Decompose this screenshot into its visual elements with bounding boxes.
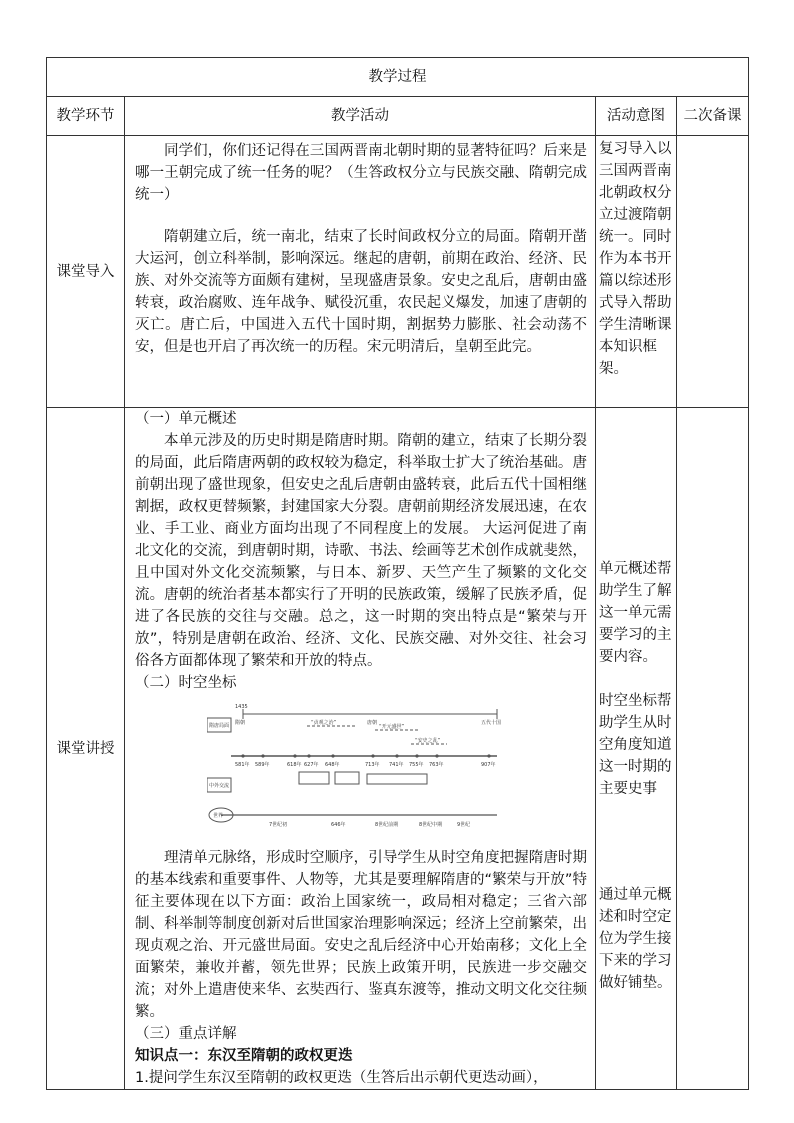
- table-row: [47, 136, 749, 408]
- overview-text: 本单元涉及的历史时期是隋唐时期。隋朝的建立，结束了长期分裂的局面，此后隋唐两朝的政权较为稳定，科举取士扩大了统治基础。唐前朝出现了盛世现象，但安史之乱后唐朝由盛转衰，此后五代十国相继割据，政权更替频繁，封建国家大分裂。唐朝前期经济发展迅速，在农业、手工业、商业方面均出现了不同程度上的发展。 大运河促进了南北文化的交流，到唐朝时期，诗歌、书法、绘画等艺术创作成就斐然，且中国对外文化交流频繁，与日本、新罗、天竺产生了频繁的文化交流。唐朝的统治者基本都实行了开明的民族政策，缓解了民族矛盾，促进了各民族的交往与交融。总之，这一时期的突出特点是“繁荣与开放”，特别是唐朝在政治、经济、文化、民族交融、对外交往、社会习俗各方面都体现了繁荣和开放的特点。: [135, 433, 587, 669]
- timeline-year: 741年: [389, 762, 404, 768]
- table-title: 教学过程: [47, 58, 749, 97]
- timeline-label-sui: 隋朝: [235, 720, 246, 726]
- timeline-heading: （二）时空坐标: [135, 675, 237, 691]
- intent-foundation: 通过单元概述和时空定位为学生接下来的学习做好铺垫。: [599, 887, 672, 991]
- knowledge-point-1: 知识点一：东汉至隋朝的政权更迭: [135, 1048, 353, 1064]
- timeline-year: 589年: [255, 762, 270, 768]
- timeline-box-exchange: 中外交流: [209, 783, 230, 789]
- detail-heading: （三）重点详解: [135, 1026, 237, 1042]
- timeline-event-kaiyuan: “开元盛世”: [379, 724, 405, 730]
- timeline-year: 648年: [325, 762, 340, 768]
- activity-intro: [125, 136, 596, 408]
- intro-question: 同学们，你们还记得在三国两晋南北朝时期的显著特征吗？后来是哪一王朝完成了统一任务的呢？（生答政权分立与民族交融、隋朝完成统一）: [135, 143, 587, 203]
- timeline-box-world: 世界: [213, 813, 224, 819]
- timeline-year: 627年: [304, 762, 319, 768]
- lesson-sheet: [46, 57, 748, 1090]
- header-intent: 活动意图: [596, 97, 677, 136]
- header-activity: 教学活动: [125, 97, 596, 136]
- timeline-top-year: 1435: [235, 704, 248, 710]
- revision-lecture: [677, 408, 749, 1090]
- intro-summary: 隋朝建立后，统一南北，结束了长时间政权分立的局面。隋朝开凿大运河，创立科举制，影响深远。继起的唐朝，前期在政治、经济、民族、对外交流等方面颇有建树，呈现盛唐景象。安史之乱后，唐朝由盛转衰，政治腐败、连年战争、赋役沉重，农民起义爆发，加速了唐朝的灭亡。唐亡后，中国进入五代十国时期，割据势力膨胀、社会动荡不安，但是也开启了再次统一的历程。宋元明清后，皇朝至此完。: [135, 229, 587, 355]
- timeline-event-anshi: “安史之乱”: [415, 738, 441, 744]
- timeline-bottom: 9世纪: [457, 822, 471, 828]
- timeline-figure: [135, 694, 587, 847]
- table-row: [47, 408, 749, 1090]
- stage-lecture: 课堂讲授: [47, 408, 125, 1090]
- timeline-bottom: 8世纪中期: [419, 822, 443, 828]
- stage-intro: 课堂导入: [47, 136, 125, 408]
- timeline-label-tang: 唐朝: [367, 720, 378, 726]
- intent-intro: 复习导入以三国两晋南北朝政权分立过渡隋朝统一。同时作为本书开篇以综述形式导入帮助学生清晰课本知识框架。: [596, 136, 677, 408]
- timeline-year: 763年: [429, 762, 444, 768]
- lesson-table: [46, 57, 749, 1090]
- header-stage: 教学环节: [47, 97, 125, 136]
- intent-timeline: 时空坐标帮助学生从时空角度知道这一时期的主要史事: [599, 693, 672, 797]
- timeline-year: 581年: [235, 762, 250, 768]
- timeline-box-sui-tang: 隋唐局面: [209, 723, 230, 729]
- intent-lecture: [596, 408, 677, 1090]
- activity-lecture: [125, 408, 596, 1090]
- timeline-year: 907年: [481, 762, 496, 768]
- timeline-bottom: 8世纪前期: [375, 822, 399, 828]
- timeline-year: 713年: [365, 762, 380, 768]
- header-revision: 二次备课: [677, 97, 749, 136]
- timeline-bottom: 646年: [331, 822, 346, 828]
- timeline-bottom: 7世纪初: [269, 822, 288, 828]
- timeline-event-zhenguan: “贞观之治”: [311, 720, 337, 726]
- intent-overview: 单元概述帮助学生了解这一单元需要学习的主要内容。: [599, 561, 672, 665]
- timeline-chart: [207, 700, 507, 832]
- timeline-label-wudai: 五代十国: [481, 720, 502, 726]
- timeline-year: 755年: [409, 762, 424, 768]
- timeline-year: 618年: [287, 762, 302, 768]
- header-row: [47, 97, 749, 136]
- revision-intro: [677, 136, 749, 408]
- question-item-1: 1.提问学生东汉至隋朝的政权更迭（生答后出示朝代更迭动画），: [135, 1070, 548, 1086]
- overview-heading: （一）单元概述: [135, 411, 237, 427]
- timeline-text: 理清单元脉络，形成时空顺序，引导学生从时空角度把握隋唐时期的基本线索和重要事件、人物等，尤其是要理解隋唐的“繁荣与开放”特征主要体现在以下方面：政治上国家统一，政局相对稳定；三省六部制、科举制等制度创新对后世国家治理影响深远；经济上空前繁荣，出现贞观之治、开元盛世局面。安史之乱后经济中心开始南移；文化上全面繁荣，兼收并蓄，领先世界；民族上政策开明，民族进一步交融交流；对外上遣唐使来华、玄奘西行、鉴真东渡等，推动文明文化交往频繁。: [135, 850, 587, 1020]
